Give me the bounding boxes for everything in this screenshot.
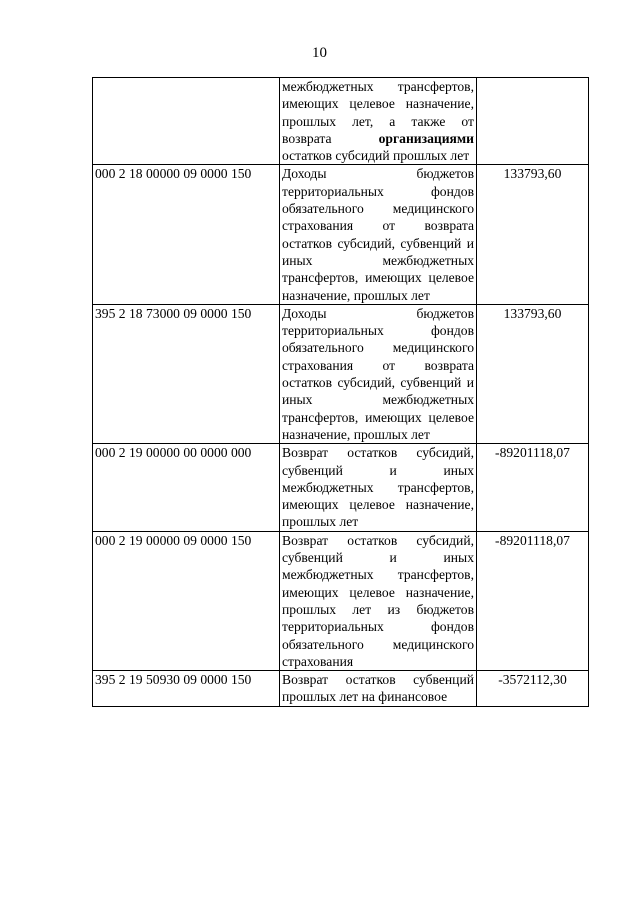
name-text-part-bold: организациями bbox=[378, 130, 474, 146]
page-number: 10 bbox=[312, 45, 327, 61]
code-cell: 395 2 18 73000 09 0000 150 bbox=[93, 304, 280, 443]
code-cell: 395 2 19 50930 09 0000 150 bbox=[93, 671, 280, 707]
budget-revenue-table bbox=[92, 77, 589, 707]
code-cell: 000 2 19 00000 00 0000 000 bbox=[93, 444, 280, 531]
name-cell: Доходы бюджетов территориальных фондов обязательного медицинского страхования от возврата остатков субсидий, субвенций и иных межбюджетных трансфертов, имеющих целевое назначение, прошлых лет bbox=[280, 165, 477, 304]
table-row bbox=[93, 531, 589, 670]
name-cell: Возврат остатков субсидий, субвенций и иных межбюджетных трансфертов, имеющих целевое назначение, прошлых лет из бюджетов территориальных фондов обязательного медицинского страхования bbox=[280, 531, 477, 670]
name-text-part: межбюджетных трансфертов, имеющих целевое назначение, прошлых лет, а также от возврата bbox=[282, 79, 474, 146]
table-row bbox=[93, 165, 589, 304]
code-cell: 000 2 18 00000 09 0000 150 bbox=[93, 165, 280, 304]
table-row bbox=[93, 671, 589, 707]
amount-cell bbox=[477, 78, 589, 165]
amount-cell: -89201118,07 bbox=[477, 531, 589, 670]
table-row-continuation bbox=[93, 78, 589, 165]
table-row bbox=[93, 444, 589, 531]
code-cell bbox=[93, 78, 280, 165]
table-row bbox=[93, 304, 589, 443]
name-cell bbox=[280, 78, 477, 165]
code-cell: 000 2 19 00000 09 0000 150 bbox=[93, 531, 280, 670]
amount-cell: 133793,60 bbox=[477, 304, 589, 443]
name-text-part: остатков субсидий прошлых лет bbox=[282, 148, 470, 164]
amount-cell: -89201118,07 bbox=[477, 444, 589, 531]
name-cell: Возврат остатков субсидий, субвенций и иных межбюджетных трансфертов, имеющих целевое назначение, прошлых лет bbox=[280, 444, 477, 531]
amount-cell: 133793,60 bbox=[477, 165, 589, 304]
amount-cell: -3572112,30 bbox=[477, 671, 589, 707]
name-cell: Возврат остатков субвенций прошлых лет на финансовое bbox=[280, 671, 477, 707]
name-cell: Доходы бюджетов территориальных фондов обязательного медицинского страхования от возврата остатков субсидий, субвенций и иных межбюджетных трансфертов, имеющих целевое назначение, прошлых лет bbox=[280, 304, 477, 443]
